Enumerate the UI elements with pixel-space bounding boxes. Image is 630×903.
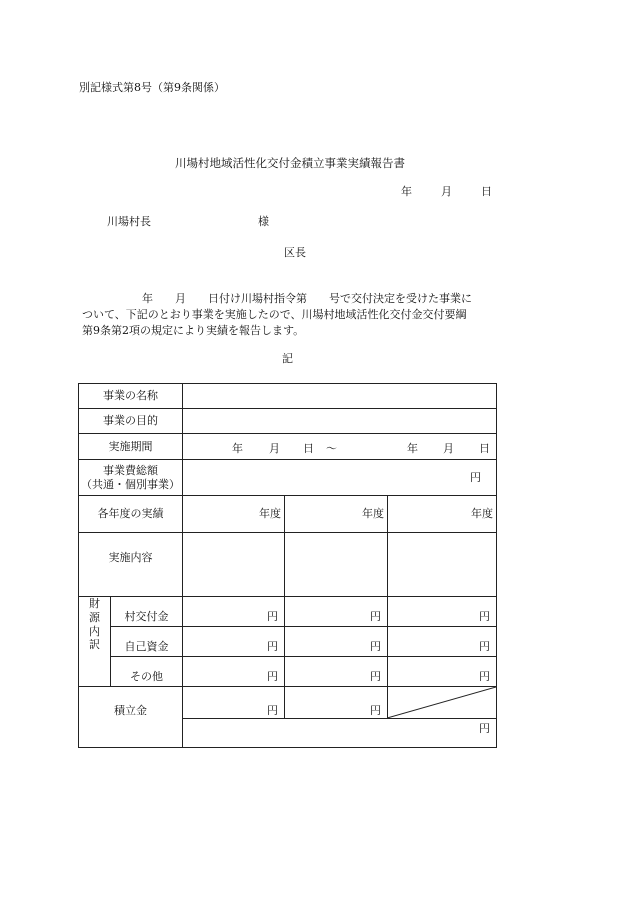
own-funds-year-1[interactable]: 円 bbox=[183, 627, 285, 657]
other-year-3[interactable]: 円 bbox=[388, 657, 497, 687]
ki-heading: 記 bbox=[282, 352, 293, 365]
table-row bbox=[79, 597, 497, 627]
period-start-month: 月 bbox=[269, 442, 280, 455]
total-cost-value[interactable]: 円 bbox=[183, 460, 497, 496]
village-grant-year-1[interactable]: 円 bbox=[183, 597, 285, 627]
annual-results-label: 各年度の実績 bbox=[79, 496, 183, 533]
period-end-day: 日 bbox=[479, 442, 490, 455]
project-purpose-value[interactable] bbox=[183, 409, 497, 434]
funding-char-1: 財 bbox=[89, 597, 100, 610]
reserve-year-2[interactable]: 円 bbox=[285, 687, 388, 719]
village-grant-year-2[interactable]: 円 bbox=[285, 597, 388, 627]
reserve-label: 積立金 bbox=[79, 687, 183, 748]
reserve-year-3-not-applicable bbox=[388, 687, 497, 719]
fiscal-year-1[interactable]: 年度 bbox=[183, 496, 285, 533]
funding-char-4: 訳 bbox=[89, 638, 100, 652]
table-row bbox=[79, 533, 497, 597]
body-line-1: 年 月 日付け川場村指令第 号で交付決定を受けた事業に bbox=[142, 292, 472, 305]
addressee-honorific: 様 bbox=[258, 215, 269, 228]
date-day-label: 日 bbox=[481, 185, 492, 198]
addressee: 川場村長 bbox=[107, 215, 151, 228]
body-line-2: ついて、下記のとおり事業を実施したので、川場村地域活性化交付金交付要綱 bbox=[82, 308, 467, 321]
funding-char-2: 源 bbox=[89, 610, 100, 624]
content-year-2[interactable] bbox=[285, 533, 388, 597]
fiscal-year-2[interactable]: 年度 bbox=[285, 496, 388, 533]
table-row bbox=[79, 409, 497, 434]
content-year-3[interactable] bbox=[388, 533, 497, 597]
project-name-value[interactable] bbox=[183, 384, 497, 409]
report-table bbox=[78, 383, 497, 748]
other-year-1[interactable]: 円 bbox=[183, 657, 285, 687]
body-text bbox=[82, 291, 502, 339]
funding-char-3: 内 bbox=[89, 624, 100, 638]
table-row bbox=[79, 434, 497, 460]
report-date bbox=[401, 186, 492, 197]
date-year-label: 年 bbox=[401, 185, 412, 198]
other-label: その他 bbox=[111, 657, 183, 687]
period-end-month: 月 bbox=[443, 442, 454, 455]
own-funds-year-2[interactable]: 円 bbox=[285, 627, 388, 657]
table-row bbox=[79, 384, 497, 409]
diagonal-slash bbox=[388, 687, 496, 718]
funding-breakdown-label bbox=[79, 597, 111, 687]
period-end-year: 年 bbox=[407, 442, 418, 455]
reserve-total[interactable]: 円 bbox=[183, 718, 497, 747]
content-year-1[interactable] bbox=[183, 533, 285, 597]
table-row bbox=[79, 687, 497, 719]
total-cost-label bbox=[79, 460, 183, 496]
village-grant-label: 村交付金 bbox=[111, 597, 183, 627]
period-label: 実施期間 bbox=[79, 434, 183, 460]
period-start-year: 年 bbox=[232, 442, 243, 455]
project-name-label: 事業の名称 bbox=[79, 384, 183, 409]
total-cost-label-line1: 事業費総額 bbox=[103, 463, 158, 477]
other-year-2[interactable]: 円 bbox=[285, 657, 388, 687]
reserve-year-1[interactable]: 円 bbox=[183, 687, 285, 719]
table-row bbox=[79, 460, 497, 496]
table-row bbox=[79, 496, 497, 533]
table-row bbox=[79, 627, 497, 657]
sender: 区長 bbox=[284, 246, 306, 259]
fiscal-year-3[interactable]: 年度 bbox=[388, 496, 497, 533]
village-grant-year-3[interactable]: 円 bbox=[388, 597, 497, 627]
own-funds-label: 自己資金 bbox=[111, 627, 183, 657]
body-line-3: 第9条第2項の規定により実績を報告します。 bbox=[82, 324, 305, 337]
date-month-label: 月 bbox=[441, 185, 452, 198]
document-title: 川場村地域活性化交付金積立事業実績報告書 bbox=[175, 156, 405, 170]
content-label: 実施内容 bbox=[79, 533, 183, 597]
total-cost-label-line2: （共通・個別事業） bbox=[81, 477, 180, 491]
period-value[interactable] bbox=[183, 434, 497, 460]
project-purpose-label: 事業の目的 bbox=[79, 409, 183, 434]
table-row bbox=[79, 657, 497, 687]
own-funds-year-3[interactable]: 円 bbox=[388, 627, 497, 657]
period-start-day: 日 bbox=[303, 442, 314, 455]
period-tilde: ～ bbox=[326, 442, 337, 455]
form-number: 別記様式第8号（第9条関係） bbox=[79, 81, 225, 94]
